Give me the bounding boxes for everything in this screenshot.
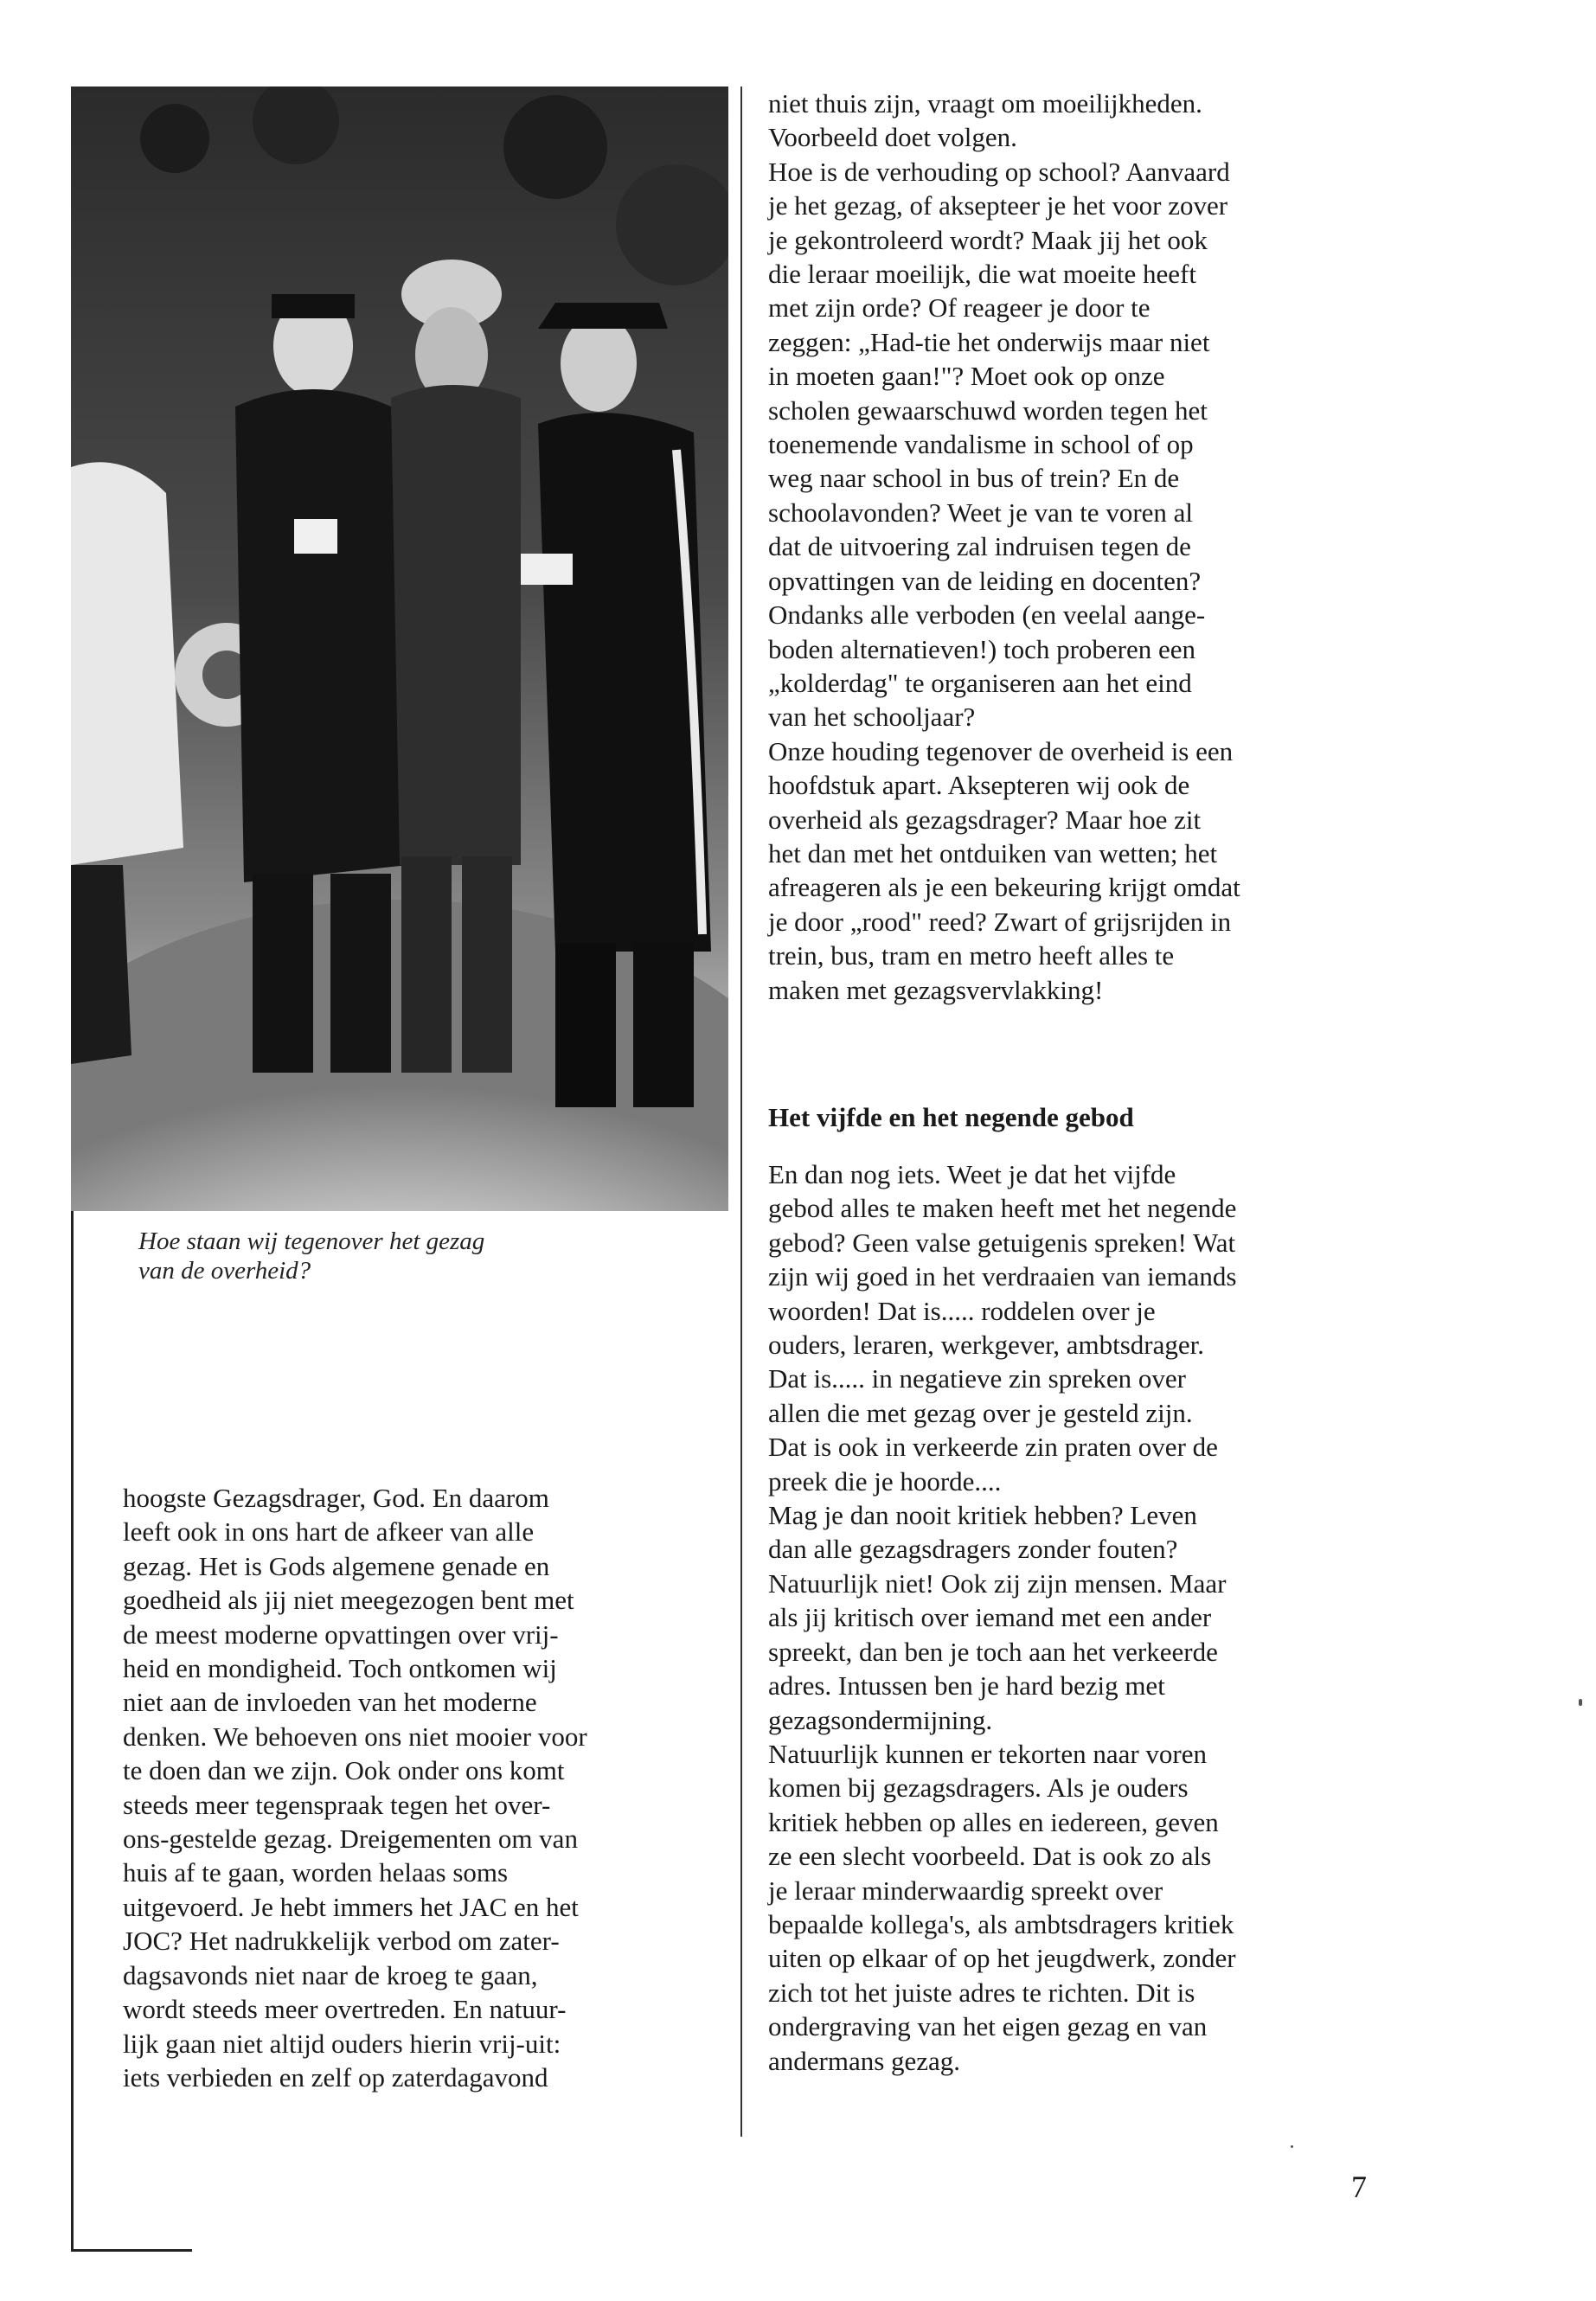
text-line: van het schooljaar? — [768, 702, 976, 733]
text-line: ze een slecht voorbeeld. Dat is ook zo als — [768, 1841, 1212, 1872]
right-column-bottom-text — [768, 1157, 1374, 2078]
text-line: uitgevoerd. Je hebt immers het JAC en het — [123, 1891, 579, 1922]
text-line: allen die met gezag over je gesteld zijn. — [768, 1397, 1193, 1428]
left-column-text — [123, 1481, 728, 2094]
right-column-top-text — [768, 87, 1374, 1007]
text-line: te doen dan we zijn. Ook onder ons komt — [123, 1755, 565, 1786]
text-line: in moeten gaan!"? Moet ook op onze — [768, 361, 1165, 392]
photograph-icon — [71, 87, 728, 1211]
column-divider — [740, 87, 742, 2137]
text-line: die leraar moeilijk, die wat moeite heeft — [768, 259, 1196, 290]
text-line: ondergraving van het eigen gezag en van — [768, 2011, 1208, 2042]
text-line: goedheid als jij niet meegezogen bent met — [123, 1585, 574, 1616]
text-line: Mag je dan nooit kritiek hebben? Leven — [768, 1500, 1197, 1531]
text-line: JOC? Het nadrukkelijk verbod om zater- — [123, 1926, 560, 1957]
text-line: iets verbieden en zelf op zaterdagavond — [123, 2061, 548, 2093]
text-line: niet aan de invloeden van het moderne — [123, 1687, 537, 1718]
text-line: Natuurlijk niet! Ook zij zijn mensen. Maar — [768, 1567, 1227, 1599]
text-line: komen bij gezagsdragers. Als je ouders — [768, 1772, 1189, 1804]
text-line: gezagsondermijning. — [768, 1704, 993, 1735]
text-line: En dan nog iets. Weet je dat het vijfde — [768, 1159, 1176, 1189]
text-line: heid en mondigheid. Toch ontkomen wij — [123, 1653, 557, 1684]
scan-edge-bottom — [71, 2249, 192, 2252]
text-line: je gekontroleerd wordt? Maak jij het ook — [768, 224, 1208, 255]
text-line: hoogste Gezagsdrager, God. En daarom — [123, 1483, 549, 1513]
text-line: zich tot het juiste adres te richten. Dit is — [768, 1977, 1195, 2008]
section-heading: Het vijfde en het negende gebod — [768, 1102, 1134, 1132]
text-line: Dat is ook in verkeerde zin praten over de — [768, 1432, 1218, 1463]
caption-line: van de overheid? — [138, 1257, 311, 1285]
text-line: overheid als gezagsdrager? Maar hoe zit — [768, 804, 1202, 835]
text-line: ouders, leraren, werkgever, ambtsdrager. — [768, 1330, 1205, 1361]
text-line: je door „rood" reed? Zwart of grijsrijden in — [768, 906, 1232, 937]
page-number: 7 — [1351, 2170, 1367, 2204]
text-line: weg naar school in bus of trein? En de — [768, 463, 1180, 494]
text-line: niet thuis zijn, vraagt om moeilijkheden. — [768, 88, 1202, 119]
text-line: trein, bus, tram en metro heeft alles te — [768, 940, 1175, 971]
text-line: Ondanks alle verboden (en veelal aange- — [768, 599, 1206, 631]
text-line: dat de uitvoering zal indruisen tegen de — [768, 531, 1191, 562]
text-line: adres. Intussen ben je hard bezig met — [768, 1670, 1165, 1702]
text-line: bepaalde kollega's, als ambtsdragers kritiek — [768, 1908, 1234, 1939]
scan-speck — [1291, 2145, 1293, 2148]
text-line: Voorbeeld doet volgen. — [768, 122, 1017, 153]
text-line: met zijn orde? Of reageer je door te — [768, 292, 1151, 324]
photo-caption — [138, 1227, 623, 1285]
text-line: dagsavonds niet naar de kroeg te gaan, — [123, 1959, 538, 1990]
text-line: scholen gewaarschuwd worden tegen het — [768, 394, 1208, 426]
text-line: woorden! Dat is..... roddelen over je — [768, 1295, 1156, 1326]
text-line: Dat is..... in negatieve zin spreken over — [768, 1363, 1186, 1394]
text-line: spreekt, dan ben je toch aan het verkeerde — [768, 1636, 1218, 1667]
text-line: opvattingen van de leiding en docenten? — [768, 565, 1202, 596]
photograph — [71, 87, 728, 1211]
text-line: je het gezag, of aksepteer je het voor zover — [768, 190, 1228, 221]
text-line: als jij kritisch over iemand met een ander — [768, 1602, 1212, 1633]
text-line: toenemende vandalisme in school of op — [768, 429, 1194, 460]
text-line: afreageren als je een bekeuring krijgt omdat — [768, 872, 1240, 903]
text-line: hoofdstuk apart. Aksepteren wij ook de — [768, 770, 1190, 801]
text-line: boden alternatieven!) toch proberen een — [768, 633, 1196, 664]
text-line: het dan met het ontduiken van wetten; het — [768, 837, 1218, 868]
text-line: schoolavonden? Weet je van te voren al — [768, 497, 1194, 528]
text-line: de meest moderne opvattingen over vrij- — [123, 1618, 559, 1650]
text-line: leeft ook in ons hart de afkeer van alle — [123, 1516, 535, 1548]
text-line: wordt steeds meer overtreden. En natuur- — [123, 1994, 567, 2025]
text-line: Hoe is de verhouding op school? Aanvaard — [768, 156, 1230, 187]
text-line: dan alle gezagsdragers zonder fouten? — [768, 1534, 1178, 1565]
scan-speck — [1579, 1699, 1582, 1706]
text-line: lijk gaan niet altijd ouders hierin vrij-uit: — [123, 2028, 561, 2059]
text-line: preek die je hoorde.... — [768, 1465, 1002, 1497]
text-line: andermans gezag. — [768, 2045, 961, 2076]
text-line: zijn wij goed in het verdraaien van iemands — [768, 1261, 1237, 1292]
text-line: je leraar minderwaardig spreekt over — [768, 1875, 1163, 1906]
text-line: ons-gestelde gezag. Dreigementen om van — [123, 1823, 578, 1855]
text-line: steeds meer tegenspraak tegen het over- — [123, 1789, 551, 1820]
text-line: maken met gezagsvervlakking! — [768, 974, 1104, 1005]
text-line: Natuurlijk kunnen er tekorten naar voren — [768, 1738, 1208, 1769]
text-line: huis af te gaan, worden helaas soms — [123, 1857, 509, 1888]
text-line: denken. We behoeven ons niet mooier voor — [123, 1721, 587, 1752]
text-line: gebod alles te maken heeft met het negende — [768, 1193, 1237, 1224]
text-line: kritiek hebben op alles en iedereen, geven — [768, 1806, 1219, 1837]
text-line: zeggen: „Had-tie het onderwijs maar niet — [768, 326, 1210, 357]
text-line: gezag. Het is Gods algemene genade en — [123, 1550, 550, 1581]
text-line: uiten op elkaar of op het jeugdwerk, zonder — [768, 1943, 1236, 1974]
text-line: Onze houding tegenover de overheid is een — [768, 735, 1234, 766]
text-line: gebod? Geen valse getuigenis spreken! Wat — [768, 1227, 1236, 1258]
caption-line: Hoe staan wij tegenover het gezag — [138, 1227, 485, 1255]
text-line: „kolderdag" te organiseren aan het eind — [768, 667, 1192, 698]
